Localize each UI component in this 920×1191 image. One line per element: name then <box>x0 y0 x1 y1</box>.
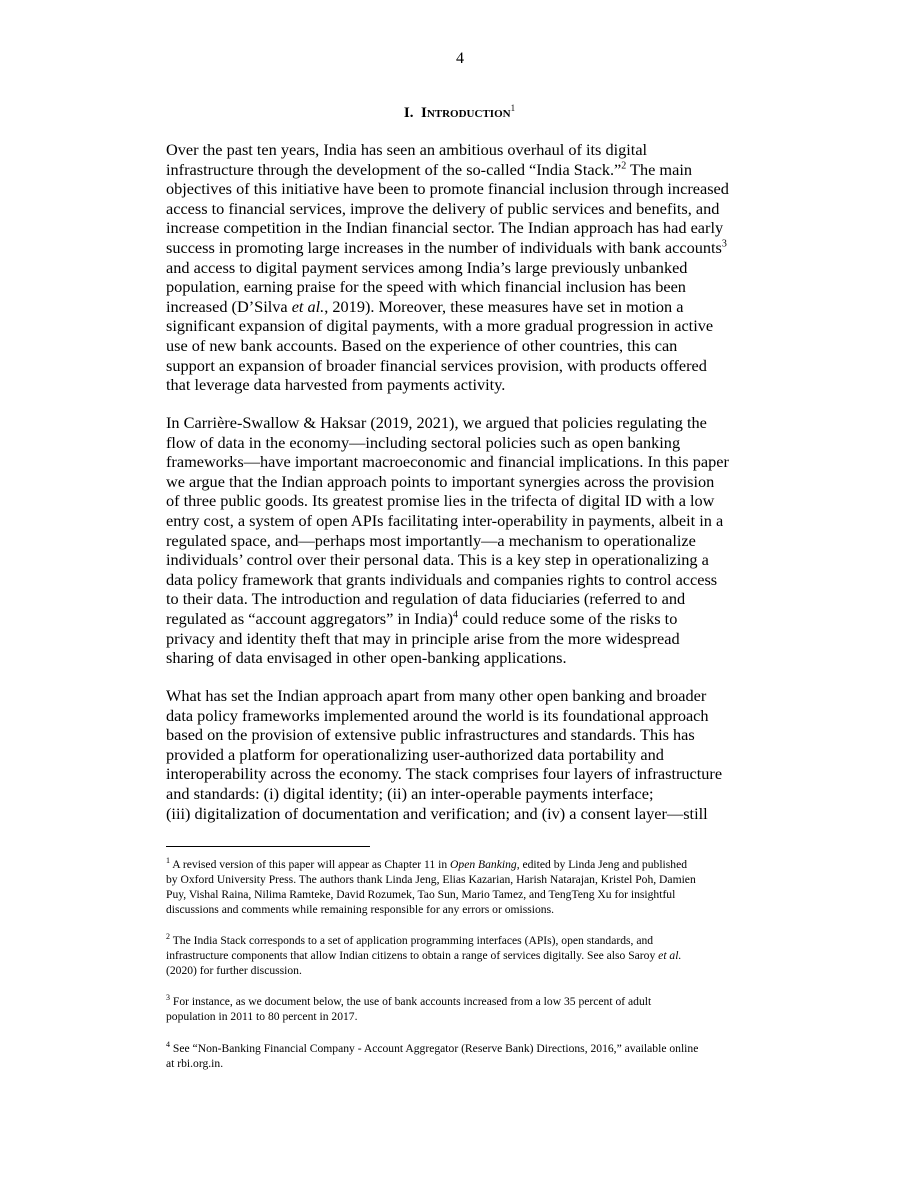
paragraph-line: individuals’ control over their personal data. This is a key step in operationalizing a <box>166 550 709 570</box>
paragraph-line: increase competition in the Indian financial sector. The Indian approach has had early <box>166 218 724 238</box>
paragraph-line: based on the provision of extensive public infrastructures and standards. This has <box>166 725 695 745</box>
citation-et-al: et al. <box>291 296 325 316</box>
paragraph-2 <box>166 413 756 668</box>
footnote-ref-3[interactable]: 3 <box>721 238 727 250</box>
footnote-ref-2[interactable]: 2 <box>621 160 627 172</box>
paragraph-line: entry cost, a system of open APIs facilitating inter-operability in payments, albeit in a <box>166 510 724 530</box>
footnote-1 <box>166 857 756 917</box>
paragraph-line: and standards: (i) digital identity; (ii) an inter-operable payments interface; <box>166 783 654 803</box>
paragraph-line: access to financial services, improve the delivery of public services and benefits, and <box>166 198 720 218</box>
paragraph-line: regulated as “account aggregators” in India)$^4$ could reduce some of the risks to <box>166 608 678 628</box>
footnote-mark: 3 <box>166 993 170 1003</box>
footnote-line: $^2$ The India Stack corresponds to a set of application programming interfaces (APIs), open standards, and <box>166 932 654 947</box>
footnote-line: $^1$ A revised version of this paper will appear as Chapter 11 in Open Banking, edited by Linda Jeng and published <box>166 856 688 871</box>
paragraph-line: significant expansion of digital payments, with a more gradual progression in active <box>166 316 714 336</box>
footnote-line: $^4$ See “Non-Banking Financial Company - Account Aggregator (Reserve Bank) Directions, 2016,” available online <box>166 1040 699 1055</box>
footnote-line: (2020) for further discussion. <box>166 964 302 977</box>
page-number: 4 <box>456 50 464 67</box>
paragraph-line: to their data. The introduction and regulation of data fiduciaries (referred to and <box>166 589 686 609</box>
paragraph-line: use of new bank accounts. Based on the experience of other countries, this can <box>166 335 678 355</box>
paragraph-line: we argue that the Indian approach points to important synergies across the provision <box>166 471 715 491</box>
footnote-3 <box>166 994 756 1024</box>
footnote-line: discussions and comments while remaining responsible for any errors or omissions. <box>166 903 555 916</box>
footnote-2 <box>166 933 756 978</box>
footnote-line: infrastructure components that allow Indian citizens to obtain a range of services digitally. See also Saroy et al. <box>166 949 682 962</box>
paragraph-line: population, earning praise for the speed with which financial inclusion has been <box>166 277 686 297</box>
footnote-mark: 4 <box>166 1040 170 1050</box>
section-number: I. <box>403 105 414 121</box>
citation-et-al: et al. <box>658 949 682 962</box>
paragraph-line: and access to digital payment services among India’s large previously unbanked <box>166 257 688 277</box>
paragraph-line: success in promoting large increases in the number of individuals with bank accounts$^3$ <box>166 237 727 257</box>
paragraph-line: regulated space, and—perhaps most importantly—a mechanism to operationalize <box>166 530 696 550</box>
footnote-mark: 1 <box>166 856 170 866</box>
footnote-separator <box>166 846 370 847</box>
paragraph-line: increased (D’Silva et al., 2019). Moreover, these measures have set in motion a <box>166 296 684 316</box>
footnote-line: Puy, Vishal Raina, Nilima Ramteke, David Rozumek, Tao Sun, Mario Tamez, and TengTeng Xu for insightful <box>166 888 676 901</box>
section-title: Introduction <box>421 105 511 121</box>
paragraph-line: of three public goods. Its greatest promise lies in the trifecta of digital ID with a low <box>166 491 715 511</box>
footnote-line: by Oxford University Press. The authors thank Linda Jeng, Elias Kazarian, Harish Natarajan, Kristel Poh, Damien <box>166 873 696 886</box>
paragraph-line: objectives of this initiative have been to promote financial inclusion through increased <box>166 179 729 199</box>
paragraph-1 <box>166 140 756 395</box>
paragraph-line: flow of data in the economy—including sectoral policies such as open banking <box>166 432 681 452</box>
paragraph-line: interoperability across the economy. The stack comprises four layers of infrastructure <box>166 764 723 784</box>
paragraph-line: In Carrière-Swallow & Haksar (2019, 2021), we argued that policies regulating the <box>166 413 707 432</box>
paragraph-line: What has set the Indian approach apart from many other open banking and broader <box>166 686 707 705</box>
paragraph-line: frameworks—have important macroeconomic and financial implications. In this paper <box>166 452 729 472</box>
footnote-line: at rbi.org.in. <box>166 1057 224 1070</box>
footnote-ref-4[interactable]: 4 <box>453 609 459 621</box>
footnote-4 <box>166 1041 756 1071</box>
footnote-line: $^3$ For instance, as we document below, the use of bank accounts increased from a low 35 percent of adult <box>166 993 652 1008</box>
paragraph-line: sharing of data envisaged in other open-banking applications. <box>166 648 567 668</box>
paragraph-line: provided a platform for operationalizing user-authorized data portability and <box>166 744 664 764</box>
section-heading <box>166 103 753 122</box>
paragraph-line: (iii) digitalization of documentation and verification; and (iv) a consent layer—still <box>166 803 708 823</box>
paragraph-3 <box>166 686 756 823</box>
paragraph-line: infrastructure through the development of the so-called “India Stack.”$^2$ The main <box>166 159 692 179</box>
paragraph-line: support an expansion of broader financial services provision, with products offered <box>166 355 707 375</box>
footnote-line: population in 2011 to 80 percent in 2017. <box>166 1010 358 1023</box>
footnote-mark: 2 <box>166 932 170 942</box>
paragraph-line: Over the past ten years, India has seen an ambitious overhaul of its digital <box>166 140 648 159</box>
footnote-ref-1[interactable]: 1 <box>510 103 516 113</box>
paragraph-line: privacy and identity theft that may in principle arise from the more widespread <box>166 628 680 648</box>
book-title: Open Banking <box>450 858 517 871</box>
paragraph-line: data policy framework that grants individuals and companies rights to control access <box>166 569 718 589</box>
paragraph-line: data policy frameworks implemented around the world is its foundational approach <box>166 705 709 725</box>
paragraph-line: that leverage data harvested from payments activity. <box>166 375 506 395</box>
